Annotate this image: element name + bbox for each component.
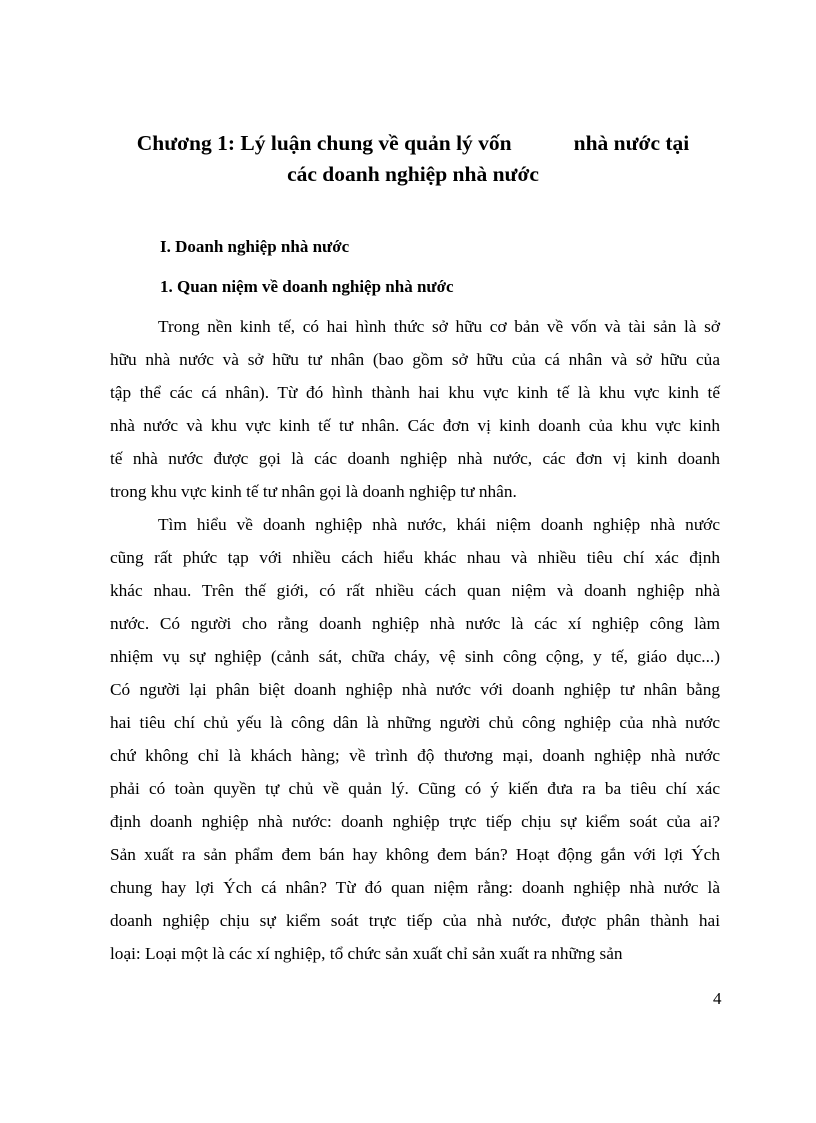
paragraph-line: Tìm hiểu về doanh nghiệp nhà nước, khái niệm doanh nghiệp nhà nước [158, 515, 720, 534]
paragraph-line: chung hay lợi Ých cá nhân? Từ đó quan niệm rằng: doanh nghiệp nhà nước là [110, 878, 720, 897]
paragraph-line: nhà nước và khu vực kinh tế tư nhân. Các đơn vị kinh doanh của khu vực kinh [110, 416, 720, 435]
paragraph-line: trong khu vực kinh tế tư nhân gọi là doanh nghiệp tư nhân. [110, 482, 517, 501]
paragraph-line: nước. Có người cho rằng doanh nghiệp nhà nước là các xí nghiệp công làm [110, 614, 720, 633]
paragraph-1 [110, 310, 720, 508]
paragraph-line: nhiệm vụ sự nghiệp (cảnh sát, chữa cháy, vệ sinh công cộng, y tế, giáo dục...) [110, 647, 720, 666]
chapter-title-line1-part1: Chương 1: Lý luận chung về quản lý vốn [136, 131, 512, 155]
paragraph-line: phải có toàn quyền tự chủ về quản lý. Cũng có ý kiến đưa ra ba tiêu chí xác [110, 779, 720, 798]
chapter-title-line1-part2: nhà nước tại [573, 131, 690, 155]
paragraph-line: hai tiêu chí chủ yếu là công dân là những người chủ công nghiệp của nhà nước [110, 713, 720, 732]
paragraph-line: hữu nhà nước và sở hữu tư nhân (bao gồm sở hữu của cá nhân và sở hữu của [110, 350, 720, 369]
paragraph-line: cũng rất phức tạp với nhiều cách hiểu khác nhau và nhiều tiêu chí xác định [110, 548, 720, 567]
page-number: 4 [713, 989, 722, 1008]
paragraph-line: tế nhà nước được gọi là các doanh nghiệp nhà nước, các đơn vị kinh doanh [110, 449, 720, 468]
paragraph-line: Có người lại phân biệt doanh nghiệp nhà nước với doanh nghiệp tư nhân bằng [110, 680, 720, 699]
chapter-title-line2: các doanh nghiệp nhà nước [287, 162, 539, 186]
paragraph-line: Sản xuất ra sản phẩm đem bán hay không đem bán? Hoạt động gắn với lợi Ých [110, 845, 720, 864]
paragraph-line: tập thể các cá nhân). Từ đó hình thành hai khu vực kinh tế là khu vực kinh tế [110, 383, 720, 402]
chapter-title [100, 128, 726, 190]
paragraph-line: định doanh nghiệp nhà nước: doanh nghiệp trực tiếp chịu sự kiểm soát của ai? [110, 812, 720, 831]
section-subheading: 1. Quan niệm về doanh nghiệp nhà nước [160, 277, 454, 296]
paragraph-line: chứ không chỉ là khách hàng; về trình độ thương mại, doanh nghiệp nhà nước [110, 746, 720, 765]
paragraph-2 [110, 508, 720, 970]
paragraph-line: khác nhau. Trên thế giới, có rất nhiều cách quan niệm và doanh nghiệp nhà [110, 581, 720, 600]
paragraph-line: loại: Loại một là các xí nghiệp, tổ chức sản xuất chỉ sản xuất ra những sản [110, 944, 623, 963]
paragraph-line: Trong nền kinh tế, có hai hình thức sở hữu cơ bản về vốn và tài sản là sở [158, 317, 720, 336]
section-heading: I. Doanh nghiệp nhà nước [160, 237, 350, 256]
paragraph-line: doanh nghiệp chịu sự kiểm soát trực tiếp của nhà nước, được phân thành hai [110, 911, 720, 930]
